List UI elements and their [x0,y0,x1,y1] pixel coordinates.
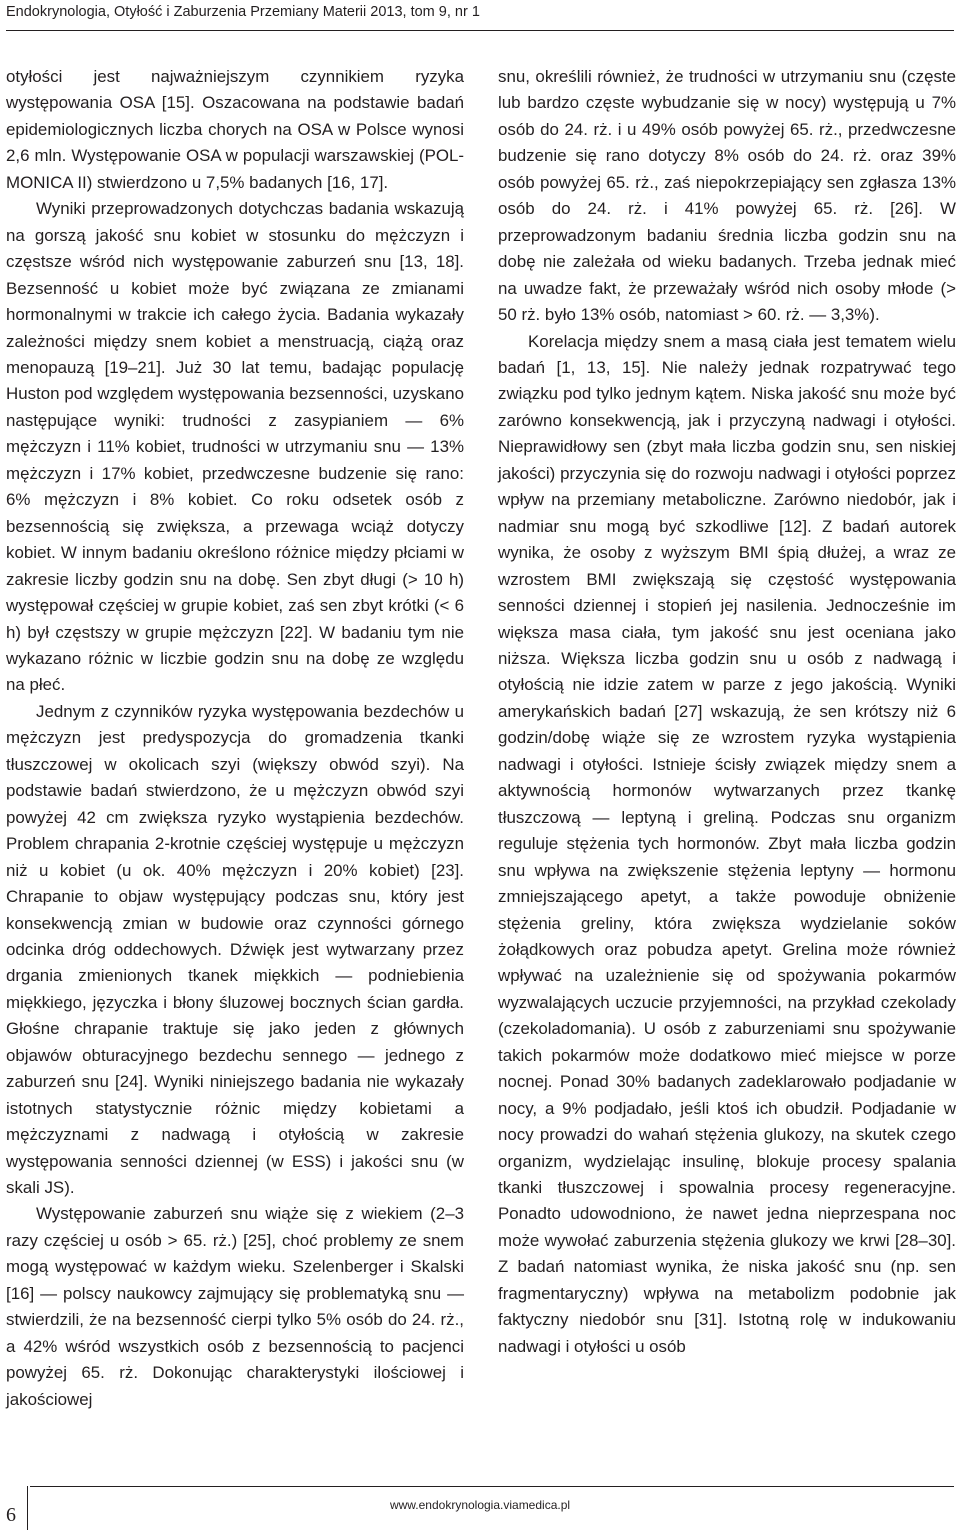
paragraph: Występowanie zaburzeń snu wiąże się z wiekiem (2–3 razy częściej u osób > 65. rż.) [25], choć problemy ze snem mogą występować w każdym wieku. Szelenberger i Skalski [16] — polscy naukowcy zajmujący się problematyką snu — stwierdzili, że na bezsenność cierpi tylko 5% osób do 24. rż., a 42% wśród wszystkich osób z bezsennością to pacjenci powyżej 65. rż. Dokonując charakterystyki ilościowej i jakościowej [6,1204,464,1409]
paragraph: Wyniki przeprowadzonych dotychczas badania wskazują na gorszą jakość snu kobiet w stosunku do mężczyzn i częstsze wśród nich występowanie zaburzeń snu [13, 18]. Bezsenność u kobiet może być związana ze zmianami hormonalnymi w trakcie ich całego życia. Badania wykazały zależności między snem kobiet a menstruacją, ciążą oraz menopauzą [19–21]. Już 30 lat temu, badając populację Huston pod względem występowania bezsenności, uzyskano następujące wyniki: trudności z zasypianiem — 6% mężczyzn i 11% kobiet, trudności w utrzymaniu snu — 13% mężczyzn i 17% kobiet, przedwczesne budzenie się rano: 6% mężczyzn i 8% kobiet. Co roku odsetek osób z bezsennością się zwiększa, a przewaga wciąż dotyczy kobiet. W innym badaniu określono różnice między płciami w zakresie liczby godzin snu na dobę. Sen zbyt długi (> 10 h) występował częściej w grupie kobiet, zaś sen zbyt krótki (< 6 h) był częstszy w grupie mężczyzn [22]. W badaniu tym nie wykazano różnic w liczbie godzin snu na dobę ze względu na płeć. [6,199,464,695]
paragraph: Korelacja między snem a masą ciała jest tematem wielu badań [1, 13, 15]. Nie należy jednak rozpatrywać tego związku pod tylko jednym kątem. Niska jakość snu może być zarówno konsekwencją, jak i przyczyną nadwagi i otyłości. Nieprawidłowy sen (zbyt mała liczba godzin snu, sen niskiej jakości) przyczynia się do rozwoju nadwagi i otyłości poprzez wpływ na przemiany metaboliczne. Zarówno niedobór, jak i nadmiar snu mogą być szkodliwe [12]. Z badań autorek wynika, że osoby z wyższym BMI śpią dłużej, a wraz ze wzrostem BMI zwiększają się częstość występowania senności dziennej i stopień jej nasilenia. Jednocześnie im większa masa ciała, tym jakość snu jest oceniana jako niższa. Większa liczba godzin snu u osób z nadwagą i otyłością nie idzie zatem w parze z jego jakością. Wyniki amerykańskich badań [27] wskazują, że sen krótszy niż 6 godzin/dobę wiąże się ze wzrostem ryzyka wystąpienia nadwagi i otyłości. Istnieje ścisły związek między snem a aktywnością hormonów wytwarzanych przez tkankę tłuszczową — leptyną i greliną. Podczas snu organizm reguluje stężenia tych hormonów. Zbyt mała liczba godzin snu wpływa na zwiększenie stężenia leptyny — hormonu zmniejszającego apetyt, a także powoduje obniżenie stężenia greliny, która zwiększa wydzielanie soków żołądkowych oraz pobudza apetyt. Grelina może również wpływać na uzależnienie się od spożywania pokarmów wyzwalających uczucie przyjemności, na przykład czekolady (czekoladomania). U osób z zaburzeniami snu spożywanie takich pokarmów może dodatkowo mieć miejsce w porze nocnej. Ponad 30% badanych zadeklarowało podjadanie w nocy, a 9% podjadało, jeśli ktoś ich obudził. Podjadanie w nocy prowadzi do wahań stężenia glukozy, na skutek czego organizm, wydzielając insulinę, blokuje procesy spalania tkanki tłuszczowej i spowalnia procesy regeneracyjne. Ponadto udowodniono, że nawet jedna nieprzespana noc może wywołać zaburzenia stężenia glukozy we krwi [28–30]. Z badań natomiast wynika, że niska jakość snu (np. sen fragmentaryczny) wpływa na metabolizm podobnie jak faktyczny niedobór snu [31]. Istotną rolę w indukowaniu nadwagi i otyłości u osób [498,331,956,1356]
paragraph: snu, określili również, że trudności w utrzymaniu snu (częste lub bardzo częste wybudzanie się w nocy) występują u 7% osób do 24. rż. i u 49% osób powyżej 65. rż., przedwczesne budzenie się rano dotyczy 8% osób do 24. rż. oraz 39% osób powyżej 65. rż., zaś niepokrzepiający sen zgłasza 13% osób do 24. rż. i 41% powyżej 65. rż. [26]. W przeprowadzonym badaniu średnia liczba godzin snu na dobę nie zależała od wieku badanych. Trzeba jednak mieć na uwadze fakt, że przeważały wśród nich osoby młode (> 50 rż. było 13% osób, natomiast > 60. rż. — 3,3%). [498,67,956,325]
page-number: 6 [6,1504,16,1526]
running-header: Endokrynologia, Otyłość i Zaburzenia Przemiany Materii 2013, tom 9, nr 1 [6,0,954,31]
right-column [498,64,956,1360]
footer-divider [30,1486,954,1487]
paragraph: otyłości jest najważniejszym czynnikiem ryzyka występowania OSA [15]. Oszacowana na podstawie badań epidemiologicznych liczba chorych na OSA w Polsce wynosi 2,6 mln. Występowanie OSA w populacji warszawskiej (POL-MONICA II) stwierdzono u 7,5% badanych [16, 17]. [6,67,464,192]
left-column [6,64,464,1413]
paragraph: Jednym z czynników ryzyka występowania bezdechów u mężczyzn jest predyspozycja do gromadzenia tkanki tłuszczowej w okolicach szyi (większy obwód szyi). Na podstawie badań stwierdzono, że u mężczyzn obwód szyi powyżej 42 cm zwiększa ryzyko wystąpienia bezdechów. Problem chrapania 2-krotnie częściej występuje u mężczyzn niż u kobiet (u ok. 40% mężczyzn i 20% kobiet) [23]. Chrapanie to objaw występujący podczas snu, który jest konsekwencją zmian w budowie oraz czynności górnego odcinka dróg oddechowych. Dźwięk jest wytwarzany przez drgania zmienionych tkanek miękkich — podniebienia miękkiego, języczka i błony śluzowej bocznych ścian gardła. Głośne chrapanie traktuje się jako jeden z głównych objawów obturacyjnego bezdechu sennego — jednego z zaburzeń snu [24]. Wyniki niniejszego badania nie wykazały istotnych statystycznie różnic między kobietami a mężczyznami z nadwagą i otyłością w zakresie występowania senności dziennej (w ESS) i jakości snu (w skali JS). [6,701,464,1198]
footer-url: www.endokrynologia.viamedica.pl [389,1498,571,1512]
